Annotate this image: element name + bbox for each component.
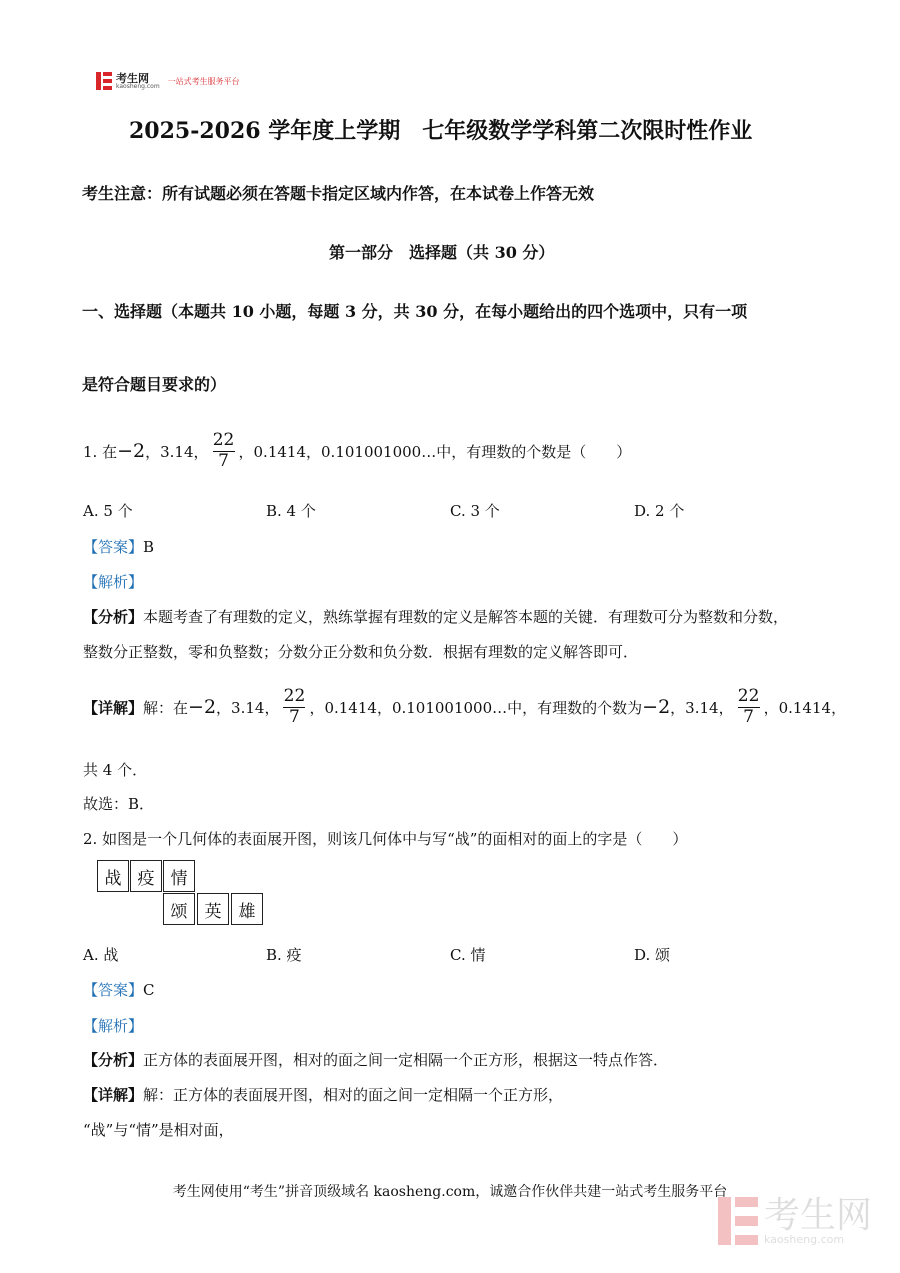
q2-xiangjie-label: 【详解】 — [83, 1086, 144, 1104]
q2-xiangjie-text: 解：正方体的表面展开图，相对的面之间一定相隔一个正方形， — [143, 1086, 564, 1104]
watermark-text: 考生网 — [764, 1194, 873, 1236]
watermark-logo — [718, 1194, 873, 1246]
question-1-stem — [83, 416, 631, 486]
q1-after-neg: ，3.14， — [145, 442, 209, 461]
net-cell-top-2: 疫 — [130, 860, 162, 892]
q1-xj-line-2: 共 4 个． — [83, 761, 148, 779]
exam-notice: 考生注意：所有试题必须在答题卡指定区域内作答，在本试卷上作答无效 — [82, 184, 595, 203]
q1-xiangjie — [83, 672, 846, 742]
q2-answer — [83, 979, 155, 1000]
q1-fraction — [213, 431, 235, 471]
q1-xj-fraction-2-numerator: 22 — [737, 685, 760, 706]
q1-xj-fraction-2 — [738, 687, 760, 727]
q1-fenxi — [83, 606, 788, 627]
q1-xj-fraction-2-denominator: 7 — [743, 706, 754, 727]
question-2-stem: 2. 如图是一个几何体的表面展开图，则该几何体中与写“战”的面相对的面上的字是（ ） — [83, 830, 688, 848]
q1-xj-a: 解：在 — [143, 698, 189, 717]
q1-answer — [83, 536, 154, 557]
q1-prefix: 1. 在 — [83, 442, 118, 461]
net-cell-bottom-2: 英 — [197, 893, 229, 925]
q1-xj-fraction-1 — [283, 687, 305, 727]
q2-fenxi — [83, 1049, 668, 1070]
q1-fenxi-text-2: 整数分正整数，零和负整数；分数分正分数和负分数．根据有理数的定义解答即可． — [83, 643, 639, 661]
q2-analysis-label: 【解析】 — [83, 1017, 144, 1035]
q1-xj-line-3: 故选：B． — [83, 795, 155, 813]
q1-analysis-label: 【解析】 — [83, 573, 144, 591]
q2-option-c: C. 情 — [450, 946, 486, 964]
q1-xj-fraction-1-denominator: 7 — [289, 706, 300, 727]
q1-suffix: ，0.1414，0.101001000…中，有理数的个数是（ ） — [238, 442, 632, 461]
q1-fenxi-text-1: 本题考查了有理数的定义，熟练掌握有理数的定义是解答本题的关键．有理数可分为整数和分数， — [143, 608, 789, 626]
q1-option-c: C. 3 个 — [450, 502, 500, 520]
section-heading-line2: 是符合题目要求的） — [82, 375, 227, 394]
q1-option-d: D. 2 个 — [634, 502, 685, 520]
q1-xiangjie-label: 【详解】 — [83, 698, 144, 717]
q1-xj-neg-two: −2 — [188, 696, 217, 718]
section-heading-line1: 一、选择题（本题共 10 小题，每题 3 分，共 30 分，在每小题给出的四个选项中，只有一项 — [82, 302, 748, 321]
q1-option-b: B. 4 个 — [266, 502, 316, 520]
logo-text: 考生网 — [116, 71, 149, 85]
q1-xj-neg-two-2: −2 — [642, 696, 671, 718]
q1-xj-b: ，3.14， — [216, 698, 280, 717]
part-title: 第一部分 选择题（共 30 分） — [329, 243, 555, 262]
q2-answer-value: C — [143, 981, 155, 999]
q2-option-d: D. 颂 — [634, 946, 671, 964]
q1-xj-c: ，0.1414，0.101001000…中，有理数的个数为 — [309, 698, 643, 717]
q2-fenxi-text: 正方体的表面展开图，相对的面之间一定相隔一个正方形，根据这一特点作答． — [143, 1051, 669, 1069]
q1-option-a: A. 5 个 — [83, 502, 133, 520]
page-title: 2025-2026 学年度上学期 七年级数学学科第二次限时性作业 — [129, 118, 753, 144]
net-cell-top-1: 战 — [97, 860, 129, 892]
net-cell-bottom-3: 雄 — [231, 893, 263, 925]
watermark-icon — [718, 1197, 758, 1245]
q1-answer-label: 【答案】 — [83, 538, 144, 556]
q2-xiangjie — [83, 1084, 563, 1105]
q1-fenxi-label: 【分析】 — [83, 608, 144, 626]
q2-answer-label: 【答案】 — [83, 981, 144, 999]
net-cell-bottom-1: 颂 — [163, 893, 195, 925]
page-footer: 考生网使用“考生”拼音顶级域名 kaosheng.com，诚邀合作伙伴共建一站式考生服务平台 — [172, 1184, 728, 1200]
q2-option-a: A. 战 — [83, 946, 119, 964]
watermark-domain: kaosheng.com — [764, 1232, 845, 1246]
q1-answer-value: B — [143, 538, 155, 556]
q1-xj-fraction-1-numerator: 22 — [283, 685, 306, 706]
net-cell-top-3: 情 — [163, 860, 195, 892]
q2-option-b: B. 疫 — [266, 946, 302, 964]
q1-fraction-numerator: 22 — [212, 429, 235, 450]
q1-fraction-denominator: 7 — [218, 450, 229, 471]
logo-slogan: 一站式考生服务平台 — [167, 76, 240, 86]
logo-domain: kaosheng.com — [116, 82, 160, 90]
q1-neg-two: −2 — [117, 440, 146, 462]
logo-icon — [96, 72, 112, 90]
q1-xj-e: ，0.1414， — [763, 698, 847, 717]
q1-xj-d: ，3.14， — [670, 698, 734, 717]
q2-fenxi-label: 【分析】 — [83, 1051, 144, 1069]
q2-xj-line-2: “战”与“情”是相对面， — [83, 1121, 234, 1139]
header-logo — [96, 72, 240, 90]
